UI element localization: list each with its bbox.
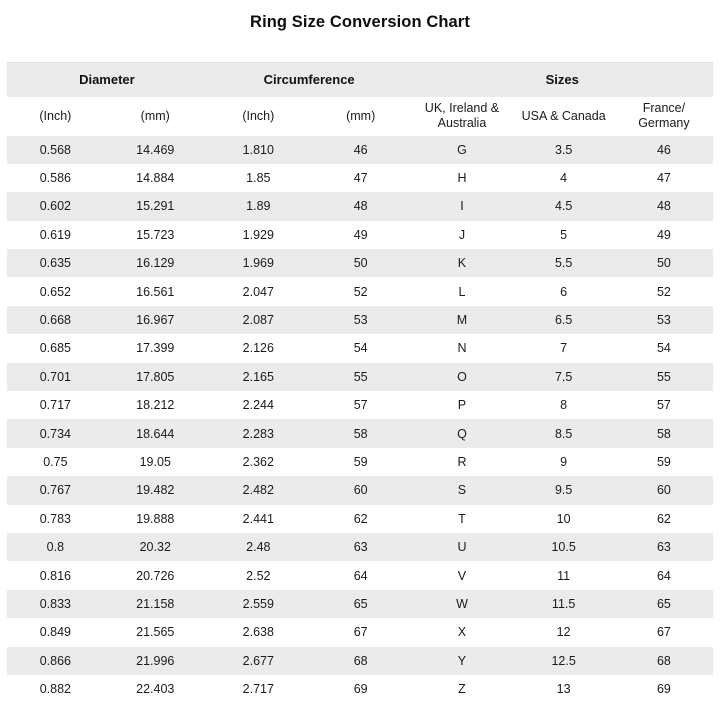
table-cell: 49 bbox=[656, 227, 671, 242]
table-body bbox=[7, 136, 713, 704]
table-cell: 63 bbox=[353, 540, 368, 555]
table-cell: 20.32 bbox=[139, 540, 171, 555]
table-cell: 0.849 bbox=[39, 625, 71, 640]
table-cell: 0.783 bbox=[39, 511, 71, 526]
table-cell: 17.399 bbox=[136, 341, 175, 356]
table-cell: V bbox=[457, 568, 467, 583]
table-cell: 0.767 bbox=[39, 483, 71, 498]
table-cell: 2.362 bbox=[242, 454, 274, 469]
table-cell: 2.047 bbox=[242, 284, 274, 299]
table-cell: 49 bbox=[353, 227, 368, 242]
table-cell: 48 bbox=[353, 199, 368, 214]
table-cell: 48 bbox=[656, 199, 671, 214]
table-cell: 47 bbox=[656, 171, 671, 186]
table-row bbox=[7, 448, 713, 476]
table-cell: 53 bbox=[656, 313, 671, 328]
table-cell: 16.561 bbox=[136, 284, 175, 299]
table-cell: 0.668 bbox=[39, 313, 71, 328]
table-row bbox=[7, 647, 713, 675]
group-header-diameter: Diameter bbox=[7, 63, 207, 97]
table-cell: 62 bbox=[353, 511, 368, 526]
table-cell: 0.8 bbox=[46, 540, 65, 555]
table-cell: 64 bbox=[656, 568, 671, 583]
table-cell: 4.5 bbox=[554, 199, 573, 214]
table-cell: 6 bbox=[560, 284, 568, 299]
table-cell: 65 bbox=[656, 596, 671, 611]
table-cell: 6.5 bbox=[554, 313, 573, 328]
table-cell: 21.996 bbox=[136, 653, 175, 668]
table-cell: 8.5 bbox=[554, 426, 573, 441]
column-header-france-germany: France/ Germany bbox=[615, 97, 713, 136]
table-cell: 65 bbox=[353, 596, 368, 611]
table-cell: 15.291 bbox=[136, 199, 175, 214]
table-cell: 12 bbox=[556, 625, 571, 640]
table-row bbox=[7, 334, 713, 362]
table-cell: 57 bbox=[353, 398, 368, 413]
table-row bbox=[7, 618, 713, 646]
table-cell: Q bbox=[457, 426, 467, 441]
table-row bbox=[7, 277, 713, 305]
column-header-uk-ireland-australia: UK, Ireland & Australia bbox=[412, 97, 513, 136]
table-cell: G bbox=[457, 142, 467, 157]
table-cell: 2.283 bbox=[242, 426, 274, 441]
table-row bbox=[7, 164, 713, 192]
table-cell: 10.5 bbox=[551, 540, 576, 555]
table-row bbox=[7, 192, 713, 220]
table-row bbox=[7, 391, 713, 419]
column-header-usa-canada: USA & Canada bbox=[512, 97, 614, 136]
table-cell: 55 bbox=[656, 369, 671, 384]
table-cell: 67 bbox=[656, 625, 671, 640]
table-row bbox=[7, 561, 713, 589]
table-cell: 2.126 bbox=[242, 341, 274, 356]
column-header-diameter-inch: (Inch) bbox=[7, 97, 104, 136]
group-header-circumference: Circumference bbox=[207, 63, 412, 97]
table-cell: 19.05 bbox=[139, 454, 171, 469]
table-row bbox=[7, 221, 713, 249]
table-cell: 69 bbox=[353, 682, 368, 697]
table-row bbox=[7, 306, 713, 334]
table-cell: 68 bbox=[656, 653, 671, 668]
table-cell: 2.441 bbox=[242, 511, 274, 526]
table-cell: 0.816 bbox=[39, 568, 71, 583]
table-cell: 2.677 bbox=[242, 653, 274, 668]
table-cell: 67 bbox=[353, 625, 368, 640]
table-cell: 1.85 bbox=[246, 171, 271, 186]
table-cell: 1.969 bbox=[242, 256, 274, 271]
table-cell: Z bbox=[458, 682, 466, 697]
table-cell: 16.129 bbox=[136, 256, 175, 271]
column-header-circumference-mm: (mm) bbox=[310, 97, 412, 136]
table-cell: Y bbox=[457, 653, 467, 668]
table-row bbox=[7, 363, 713, 391]
table-cell: 1.810 bbox=[242, 142, 274, 157]
group-header-sizes: Sizes bbox=[412, 63, 714, 97]
table-row bbox=[7, 249, 713, 277]
table-row bbox=[7, 136, 713, 164]
table-cell: N bbox=[457, 341, 467, 356]
table-cell: W bbox=[456, 596, 468, 611]
table-cell: 3.5 bbox=[554, 142, 573, 157]
table-cell: L bbox=[458, 284, 466, 299]
table-cell: 0.75 bbox=[43, 454, 68, 469]
table-cell: 57 bbox=[656, 398, 671, 413]
table-cell: 69 bbox=[656, 682, 671, 697]
table-cell: 0.568 bbox=[39, 142, 71, 157]
table-cell: 21.565 bbox=[136, 625, 175, 640]
table-cell: 46 bbox=[656, 142, 671, 157]
table-cell: K bbox=[457, 256, 467, 271]
table-cell: 58 bbox=[656, 426, 671, 441]
table-row bbox=[7, 505, 713, 533]
table-cell: 11 bbox=[557, 568, 571, 583]
table-cell: 14.884 bbox=[136, 171, 175, 186]
table-cell: 0.619 bbox=[39, 227, 71, 242]
table-cell: 64 bbox=[353, 568, 368, 583]
table-cell: 0.701 bbox=[39, 369, 71, 384]
table-cell: 18.212 bbox=[136, 398, 175, 413]
table-cell: 58 bbox=[353, 426, 368, 441]
table-cell: 21.158 bbox=[136, 596, 175, 611]
table-cell: 22.403 bbox=[136, 682, 175, 697]
table-cell: 9 bbox=[560, 454, 568, 469]
table-cell: M bbox=[456, 313, 468, 328]
table-cell: 46 bbox=[353, 142, 368, 157]
table-cell: 2.717 bbox=[242, 682, 274, 697]
table-cell: 2.165 bbox=[242, 369, 274, 384]
table-cell: 8 bbox=[560, 398, 568, 413]
table-cell: 10 bbox=[556, 511, 571, 526]
table-cell: 1.89 bbox=[246, 199, 271, 214]
table-row bbox=[7, 476, 713, 504]
table-cell: 50 bbox=[656, 256, 671, 271]
table-cell: 5.5 bbox=[554, 256, 573, 271]
table-cell: 16.967 bbox=[136, 313, 175, 328]
table-cell: 9.5 bbox=[554, 483, 573, 498]
table-cell: S bbox=[457, 483, 467, 498]
table-cell: 2.48 bbox=[246, 540, 271, 555]
table-cell: 2.087 bbox=[242, 313, 274, 328]
table-cell: 54 bbox=[656, 341, 671, 356]
table-cell: 52 bbox=[353, 284, 368, 299]
table-cell: 0.717 bbox=[39, 398, 71, 413]
table-cell: 55 bbox=[353, 369, 368, 384]
table-cell: 13 bbox=[556, 682, 571, 697]
table-cell: 17.805 bbox=[136, 369, 175, 384]
table-cell: 0.602 bbox=[39, 199, 71, 214]
table-cell: 0.866 bbox=[39, 653, 71, 668]
group-header-row bbox=[7, 63, 713, 97]
table-cell: 2.638 bbox=[242, 625, 274, 640]
table-cell: 11.5 bbox=[551, 596, 576, 611]
table-cell: 0.635 bbox=[39, 256, 71, 271]
page-title: Ring Size Conversion Chart bbox=[250, 13, 470, 31]
table-cell: 18.644 bbox=[136, 426, 175, 441]
table-cell: 15.723 bbox=[136, 227, 175, 242]
table-cell: I bbox=[460, 199, 464, 214]
table-cell: 50 bbox=[353, 256, 368, 271]
table-cell: U bbox=[457, 540, 467, 555]
column-header-circumference-inch: (Inch) bbox=[207, 97, 310, 136]
table-cell: 4 bbox=[560, 171, 568, 186]
table-cell: 47 bbox=[353, 171, 368, 186]
table-cell: 1.929 bbox=[242, 227, 274, 242]
table-cell: 20.726 bbox=[136, 568, 175, 583]
table-cell: 60 bbox=[353, 483, 368, 498]
table-row bbox=[7, 590, 713, 618]
table-cell: 63 bbox=[656, 540, 671, 555]
table-cell: 53 bbox=[353, 313, 368, 328]
table-cell: 0.833 bbox=[39, 596, 71, 611]
table-cell: 60 bbox=[656, 483, 671, 498]
table-cell: 0.734 bbox=[39, 426, 71, 441]
table-cell: 59 bbox=[656, 454, 671, 469]
table-cell: 54 bbox=[353, 341, 368, 356]
table-cell: 7.5 bbox=[554, 369, 573, 384]
table-cell: 19.888 bbox=[136, 511, 175, 526]
table-cell: H bbox=[457, 171, 467, 186]
table-cell: 2.52 bbox=[246, 568, 271, 583]
table-cell: 62 bbox=[656, 511, 671, 526]
ring-size-conversion-table bbox=[7, 62, 713, 703]
table-cell: 52 bbox=[656, 284, 671, 299]
table-cell: 5 bbox=[560, 227, 568, 242]
table-row bbox=[7, 533, 713, 561]
table-cell: 14.469 bbox=[136, 142, 175, 157]
table-row bbox=[7, 675, 713, 703]
table-cell: 12.5 bbox=[551, 653, 576, 668]
table-cell: 0.882 bbox=[39, 682, 71, 697]
table-cell: 2.482 bbox=[242, 483, 274, 498]
table-cell: 68 bbox=[353, 653, 368, 668]
table-cell: 2.559 bbox=[242, 596, 274, 611]
table-cell: T bbox=[458, 511, 466, 526]
table-cell: 19.482 bbox=[136, 483, 175, 498]
table-row bbox=[7, 419, 713, 447]
table-cell: 0.685 bbox=[39, 341, 71, 356]
table-cell: 0.652 bbox=[39, 284, 71, 299]
table-cell: J bbox=[458, 227, 466, 242]
table-cell: P bbox=[457, 398, 467, 413]
table-cell: X bbox=[457, 625, 467, 640]
table-container bbox=[7, 62, 713, 703]
table-cell: 0.586 bbox=[39, 171, 71, 186]
column-header-diameter-mm: (mm) bbox=[104, 97, 207, 136]
column-header-row bbox=[7, 97, 713, 136]
table-cell: O bbox=[457, 369, 467, 384]
table-cell: R bbox=[457, 454, 467, 469]
table-cell: 59 bbox=[353, 454, 368, 469]
table-cell: 2.244 bbox=[242, 398, 274, 413]
table-cell: 7 bbox=[560, 341, 568, 356]
